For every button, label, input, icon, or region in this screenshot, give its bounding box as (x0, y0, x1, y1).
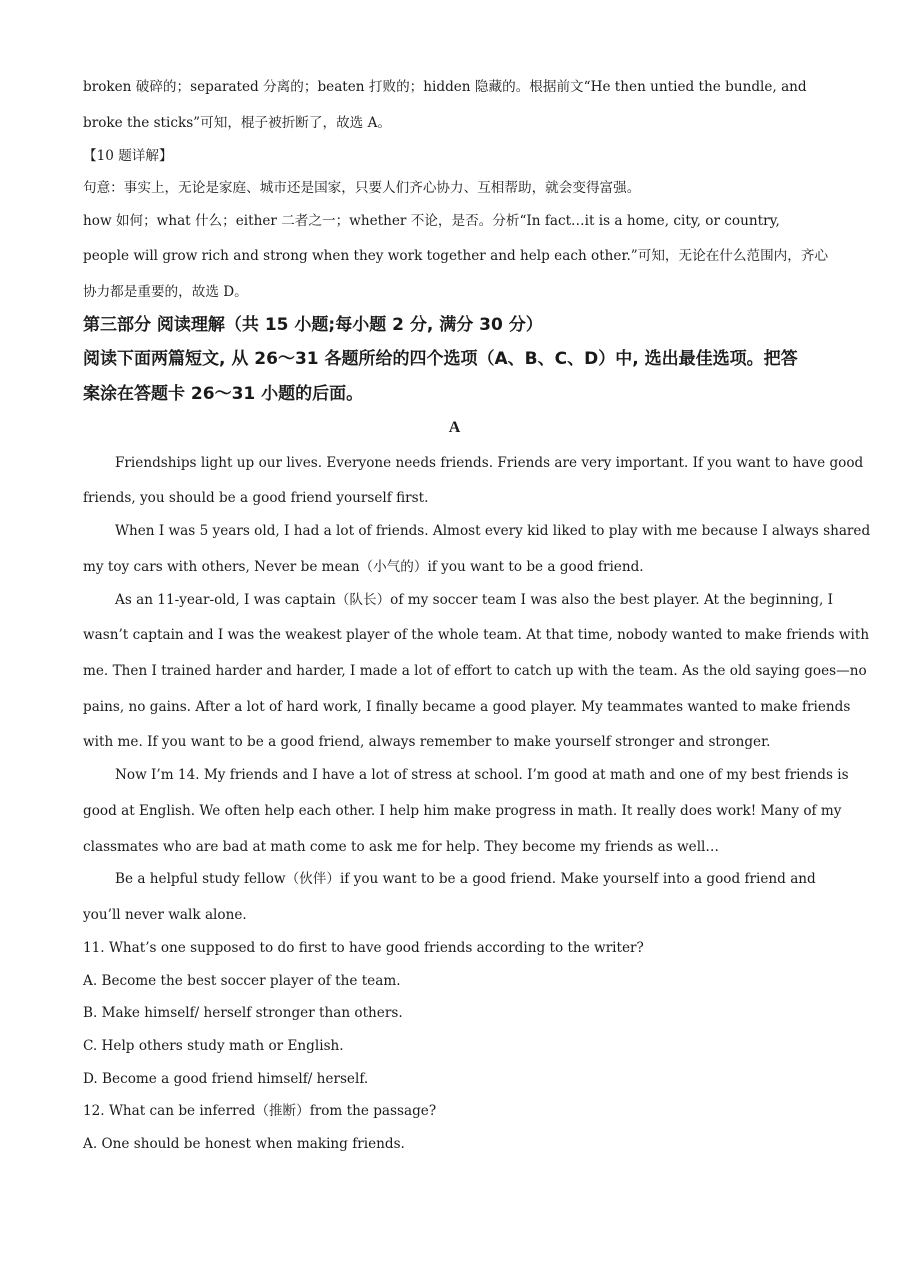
answer-option: A. Become the best soccer player of the team. (83, 973, 401, 989)
passage-line: Now I’m 14. My friends and I have a lot of stress at school. I’m good at math and one of my best friends is (115, 767, 849, 783)
question-stem: 11. What’s one supposed to do first to have good friends according to the writer? (83, 940, 644, 956)
passage-line: Friendships light up our lives. Everyone needs friends. Friends are very important. If you want to have good (115, 455, 864, 471)
passage-line: good at English. We often help each other. I help him make progress in math. It really does work! Many of my (83, 803, 842, 819)
passage-line: classmates who are bad at math come to ask me for help. They become my friends as well… (83, 839, 719, 855)
section-instruction: 案涂在答题卡 26～31 小题的后面。 (83, 384, 364, 404)
q10-sentence: 句意：事实上，无论是家庭、城市还是国家，只要人们齐心协力、互相帮助，就会变得富强。 (83, 180, 641, 196)
passage-line: friends, you should be a good friend yourself first. (83, 490, 429, 506)
answer-option: C. Help others study math or English. (83, 1038, 344, 1054)
q10-analysis: 协力都是重要的，故选 D。 (83, 284, 248, 300)
q10-analysis: how 如何；what 什么；either 二者之一；whether 不论，是否。分析“In fact…it is a home, city, or country, (83, 213, 780, 229)
section-title: 第三部分 阅读理解（共 15 小题;每小题 2 分, 满分 30 分） (83, 315, 543, 335)
passage-line: As an 11-year-old, I was captain（队长）of my soccer team I was also the best player. At the beginning, I (115, 592, 834, 608)
q10-heading: 【10 题详解】 (83, 148, 173, 164)
explanation-text: broken 破碎的；separated 分离的；beaten 打败的；hidden 隐藏的。根据前文“He then untied the bundle, and (83, 79, 807, 95)
passage-line: with me. If you want to be a good friend, always remember to make yourself stronger and stronger. (83, 734, 771, 750)
passage-line: pains, no gains. After a lot of hard work, I finally became a good player. My teammates wanted to make friends (83, 699, 851, 715)
section-instruction: 阅读下面两篇短文, 从 26～31 各题所给的四个选项（A、B、C、D）中, 选出最佳选项。把答 (83, 349, 798, 369)
explanation-text: broke the sticks”可知，棍子被折断了，故选 A。 (83, 115, 391, 131)
passage-label: A (448, 419, 461, 436)
passage-line: my toy cars with others, Never be mean（小气的）if you want to be a good friend. (83, 559, 644, 575)
q10-analysis: people will grow rich and strong when they work together and help each other.”可知，无论在什么范围内，齐心 (83, 248, 829, 264)
passage-line: Be a helpful study fellow（伙伴）if you want to be a good friend. Make yourself into a good friend and (115, 871, 816, 887)
passage-line: you’ll never walk alone. (83, 907, 247, 923)
answer-option: A. One should be honest when making friends. (83, 1136, 405, 1152)
passage-line: wasn’t captain and I was the weakest player of the whole team. At that time, nobody wanted to make friends with (83, 627, 870, 643)
question-stem: 12. What can be inferred（推断）from the passage? (83, 1103, 437, 1119)
passage-line: When I was 5 years old, I had a lot of friends. Almost every kid liked to play with me because I always shared (115, 523, 871, 539)
passage-line: me. Then I trained harder and harder, I made a lot of effort to catch up with the team. As the old saying goes—no (83, 663, 867, 679)
answer-option: B. Make himself/ herself stronger than others. (83, 1005, 403, 1021)
answer-option: D. Become a good friend himself/ herself. (83, 1071, 369, 1087)
